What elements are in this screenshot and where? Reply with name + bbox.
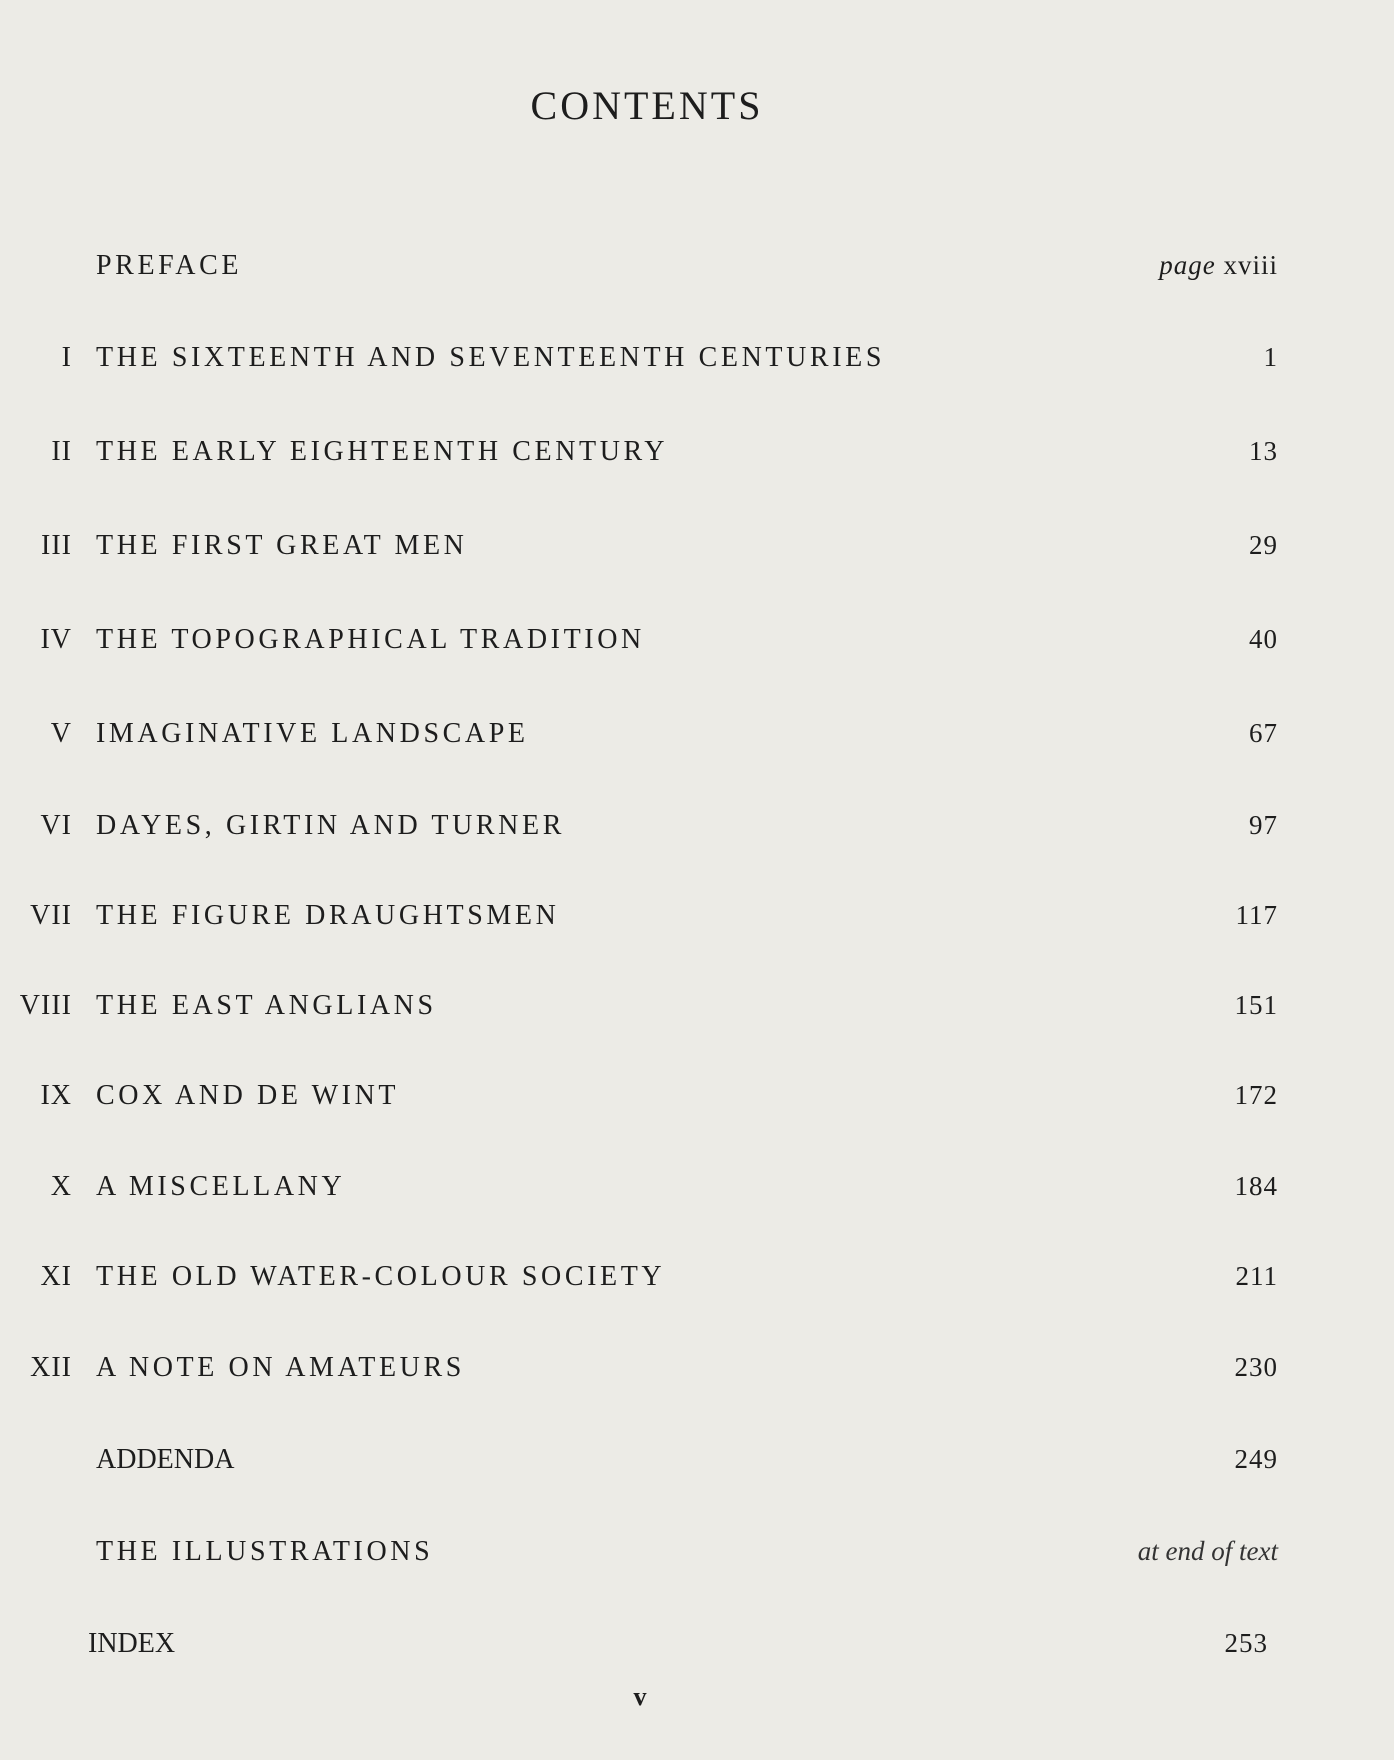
entry-title: THE OLD WATER-COLOUR SOCIETY	[96, 1261, 666, 1292]
chapter-numeral: XI	[40, 1261, 72, 1292]
entry-title: INDEX	[88, 1628, 176, 1659]
entry-title: IMAGINATIVE LANDSCAPE	[96, 718, 529, 749]
page-number: 253	[1224, 1628, 1268, 1658]
toc-entry-chapter-9	[0, 1080, 1394, 1130]
entry-title: THE EAST ANGLIANS	[96, 990, 437, 1021]
entry-title: A NOTE ON AMATEURS	[96, 1352, 465, 1383]
chapter-numeral: II	[51, 436, 72, 467]
entry-title: A MISCELLANY	[96, 1171, 346, 1202]
page-title: CONTENTS	[530, 83, 764, 128]
toc-entry-chapter-12	[0, 1352, 1394, 1402]
chapter-numeral: III	[41, 530, 72, 561]
toc-entry-addenda	[0, 1444, 1394, 1494]
page-number: 211	[1235, 1261, 1278, 1291]
page-number: at end of text	[1137, 1536, 1278, 1566]
toc-entry-chapter-5	[0, 718, 1394, 768]
toc-entry-chapter-10	[0, 1171, 1394, 1221]
page-number: 40	[1249, 624, 1278, 654]
toc-entry-chapter-1	[0, 342, 1394, 392]
chapter-numeral: VII	[30, 900, 72, 931]
page-number: 249	[1234, 1444, 1278, 1474]
page-number: 29	[1249, 530, 1278, 560]
entry-title: THE SIXTEENTH AND SEVENTEENTH CENTURIES	[96, 342, 885, 373]
page-number: 184	[1234, 1171, 1278, 1201]
chapter-numeral: XII	[30, 1352, 72, 1383]
page-number: 13	[1249, 436, 1278, 466]
entry-title: DAYES, GIRTIN AND TURNER	[96, 810, 565, 841]
entry-title: PREFACE	[96, 250, 243, 281]
toc-entry-chapter-2	[0, 436, 1394, 486]
page-number: xviii	[1223, 250, 1278, 280]
entry-title: THE TOPOGRAPHICAL TRADITION	[96, 624, 645, 655]
entry-title: THE FIRST GREAT MEN	[96, 530, 468, 561]
chapter-numeral: VI	[40, 810, 72, 841]
page-reference	[1159, 250, 1278, 281]
toc-entry-chapter-8	[0, 990, 1394, 1040]
toc-entry-illustrations	[0, 1536, 1394, 1586]
entry-title: THE EARLY EIGHTEENTH CENTURY	[96, 436, 669, 467]
toc-entry-chapter-6	[0, 810, 1394, 860]
toc-entry-preface	[0, 250, 1394, 300]
page-number: 67	[1249, 718, 1278, 748]
chapter-numeral: V	[50, 718, 72, 749]
chapter-numeral: I	[61, 342, 72, 373]
page-number: 151	[1234, 990, 1278, 1020]
page-number: 97	[1249, 810, 1278, 840]
toc-entry-chapter-7	[0, 900, 1394, 950]
entry-title: THE ILLUSTRATIONS	[96, 1536, 434, 1567]
page-number: 117	[1235, 900, 1278, 930]
toc-entry-chapter-11	[0, 1261, 1394, 1311]
page-number: 230	[1234, 1352, 1278, 1382]
toc-entry-index	[0, 1628, 1394, 1678]
page-number: 1	[1263, 342, 1278, 372]
page-prefix: page	[1159, 250, 1216, 280]
entry-title: COX AND DE WINT	[96, 1080, 400, 1111]
page-number: 172	[1234, 1080, 1278, 1110]
chapter-numeral: VIII	[19, 990, 72, 1021]
page-folio: v	[633, 1682, 647, 1711]
chapter-numeral: IV	[40, 624, 72, 655]
chapter-numeral: X	[50, 1171, 72, 1202]
toc-entry-chapter-4	[0, 624, 1394, 674]
toc-entry-chapter-3	[0, 530, 1394, 580]
chapter-numeral: IX	[40, 1080, 72, 1111]
entry-title: THE FIGURE DRAUGHTSMEN	[96, 900, 560, 931]
entry-title: ADDENDA	[96, 1444, 235, 1475]
